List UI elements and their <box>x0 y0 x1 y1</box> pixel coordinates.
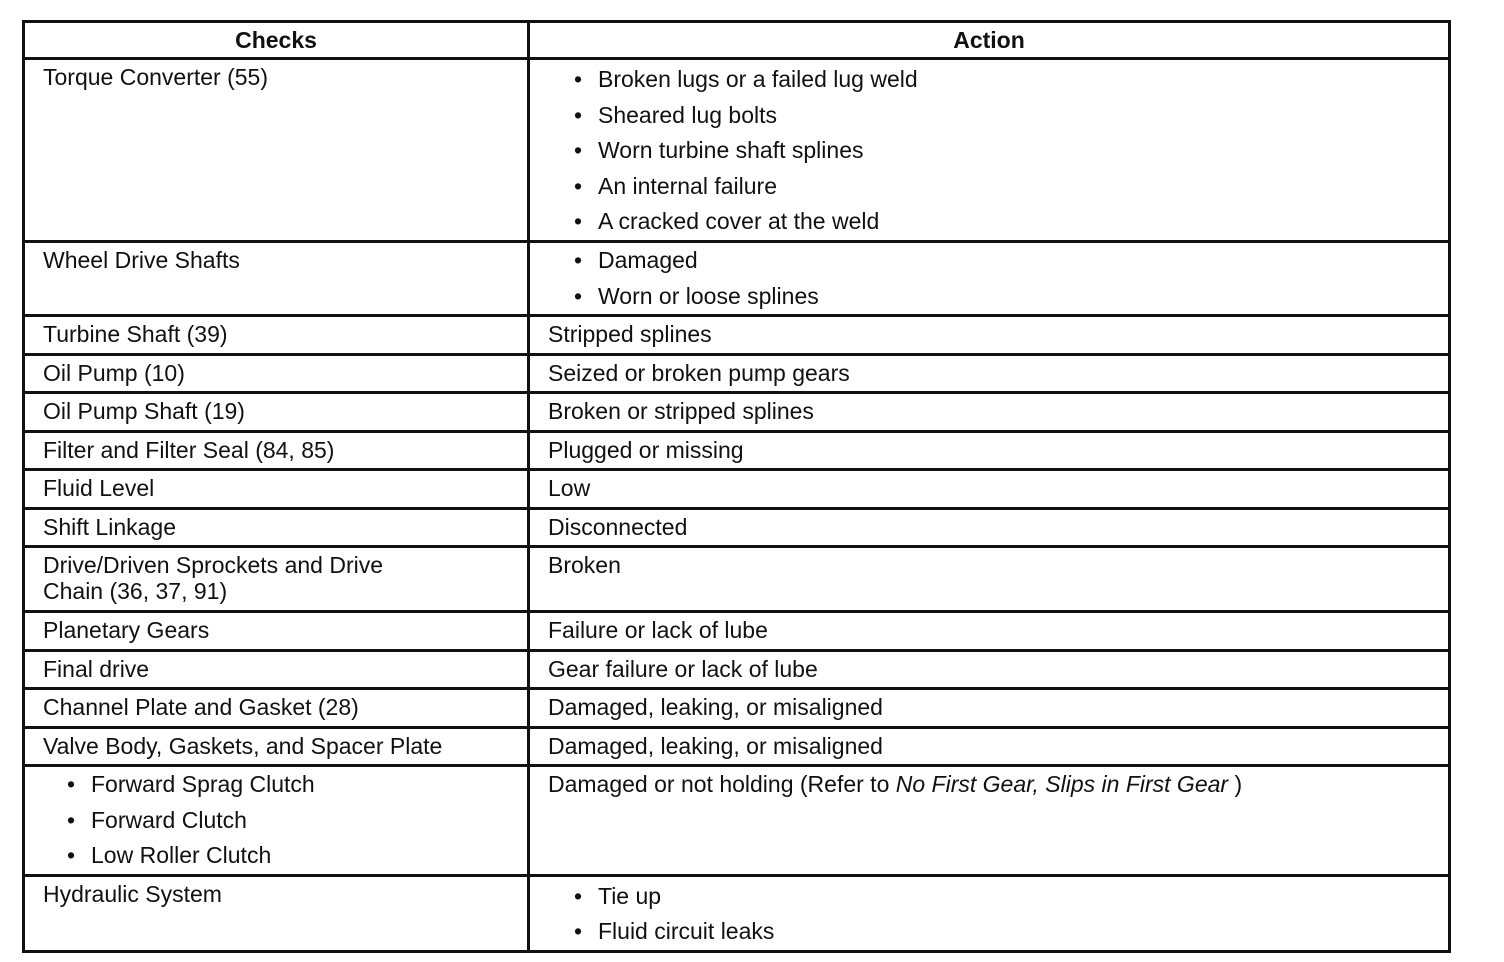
action-cell <box>529 766 1450 876</box>
check-line: Drive/Driven Sprockets and Drive <box>43 552 384 578</box>
list-item: • Forward Sprag Clutch <box>67 767 515 803</box>
check-cell: Final drive <box>24 650 529 689</box>
check-cell: Channel Plate and Gasket (28) <box>24 689 529 728</box>
check-cell: Valve Body, Gaskets, and Spacer Plate <box>24 727 529 766</box>
table-row <box>24 766 1450 876</box>
table-row <box>24 316 1450 355</box>
check-cell: Torque Converter (55) <box>24 59 529 242</box>
list-item: • Broken lugs or a failed lug weld <box>574 62 1436 98</box>
check-cell: Oil Pump Shaft (19) <box>24 393 529 432</box>
table-row <box>24 689 1450 728</box>
check-cell: Hydraulic System <box>24 875 529 951</box>
check-cell: Fluid Level <box>24 470 529 509</box>
table-header-row <box>24 22 1450 59</box>
list-item: • Worn or loose splines <box>574 279 1436 315</box>
action-cell <box>529 59 1450 242</box>
table-row <box>24 875 1450 951</box>
table-row <box>24 650 1450 689</box>
table-row <box>24 508 1450 547</box>
check-cell: Oil Pump (10) <box>24 354 529 393</box>
action-cell: Damaged, leaking, or misaligned <box>529 727 1450 766</box>
action-cell: Broken <box>529 547 1450 612</box>
action-text-end: ) <box>1234 771 1243 797</box>
action-cell: Gear failure or lack of lube <box>529 650 1450 689</box>
table-row <box>24 470 1450 509</box>
action-cell: Low <box>529 470 1450 509</box>
check-cell: Shift Linkage <box>24 508 529 547</box>
action-list <box>548 243 1436 314</box>
check-cell <box>24 766 529 876</box>
action-cell: Failure or lack of lube <box>529 612 1450 651</box>
action-cell <box>529 875 1450 951</box>
column-header-checks: Checks <box>24 22 529 59</box>
action-list <box>548 62 1436 240</box>
column-header-action: Action <box>529 22 1450 59</box>
table-row <box>24 431 1450 470</box>
list-item: • Sheared lug bolts <box>574 98 1436 134</box>
list-item: • Damaged <box>574 243 1436 279</box>
action-cell: Damaged, leaking, or misaligned <box>529 689 1450 728</box>
action-cell <box>529 242 1450 316</box>
action-text: Damaged or not holding (Refer to <box>548 771 890 797</box>
table-row <box>24 612 1450 651</box>
check-cell: Wheel Drive Shafts <box>24 242 529 316</box>
table-row <box>24 547 1450 612</box>
list-item: • Forward Clutch <box>67 803 515 839</box>
diagnosis-table-container <box>22 20 1448 953</box>
table-row <box>24 242 1450 316</box>
list-item: • Low Roller Clutch <box>67 838 515 874</box>
list-item: • A cracked cover at the weld <box>574 204 1436 240</box>
action-cell: Disconnected <box>529 508 1450 547</box>
check-list <box>25 767 515 874</box>
check-line: Chain (36, 37, 91) <box>43 578 228 604</box>
diagnosis-table <box>22 20 1451 953</box>
list-item: • Tie up <box>574 879 1436 915</box>
action-list <box>548 879 1436 950</box>
reference-link: No First Gear, Slips in First Gear <box>895 771 1229 797</box>
check-cell: Planetary Gears <box>24 612 529 651</box>
list-item: • An internal failure <box>574 169 1436 205</box>
check-cell: Filter and Filter Seal (84, 85) <box>24 431 529 470</box>
action-cell: Broken or stripped splines <box>529 393 1450 432</box>
table-row <box>24 354 1450 393</box>
action-cell: Seized or broken pump gears <box>529 354 1450 393</box>
action-cell: Plugged or missing <box>529 431 1450 470</box>
table-row <box>24 727 1450 766</box>
table-row <box>24 59 1450 242</box>
check-cell: Turbine Shaft (39) <box>24 316 529 355</box>
list-item: • Fluid circuit leaks <box>574 914 1436 950</box>
table-row <box>24 393 1450 432</box>
action-cell: Stripped splines <box>529 316 1450 355</box>
list-item: • Worn turbine shaft splines <box>574 133 1436 169</box>
check-cell <box>24 547 529 612</box>
